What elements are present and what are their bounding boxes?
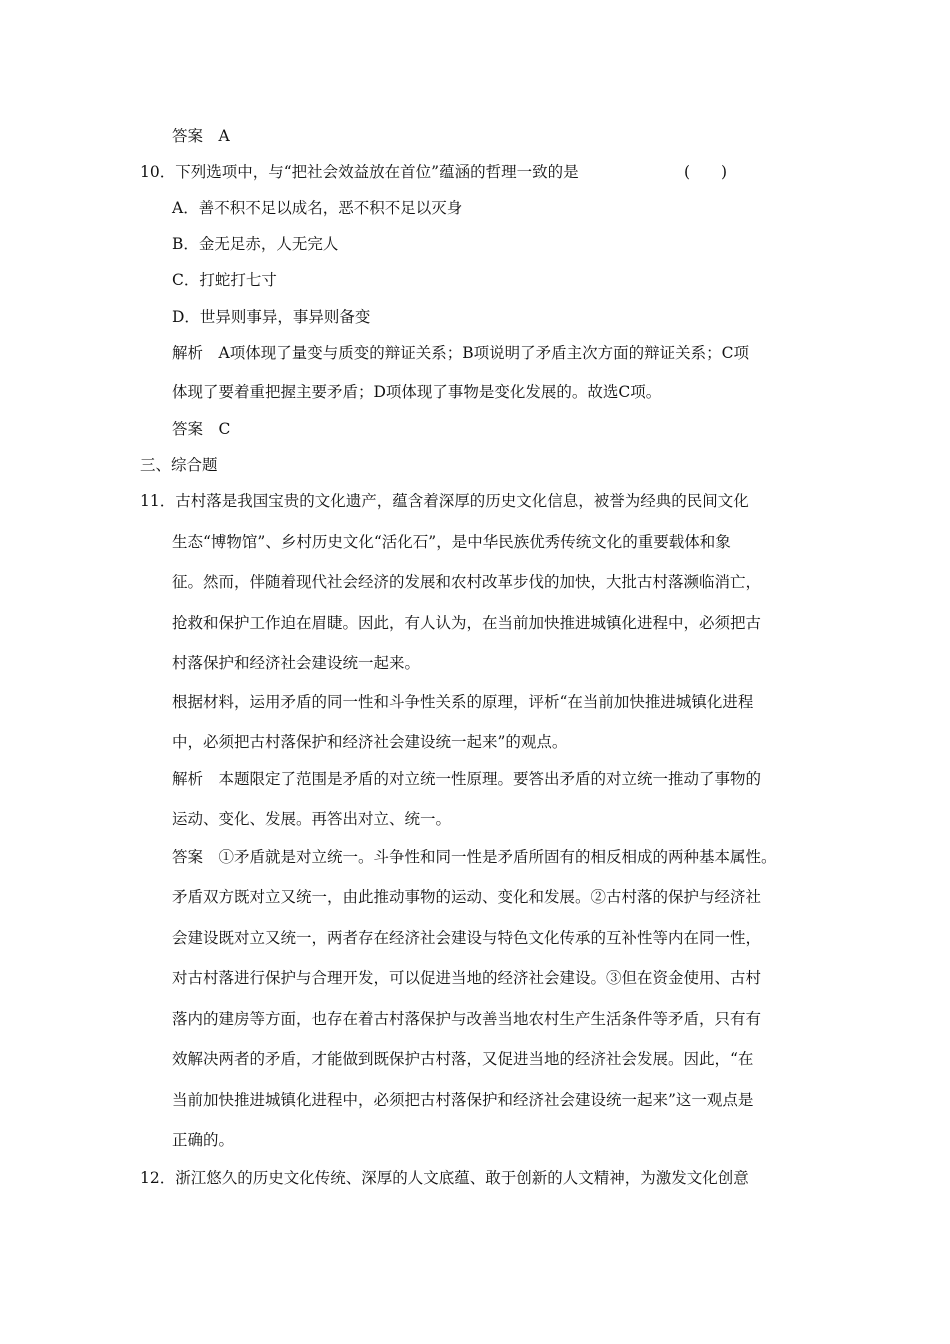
analysis-line: 体现了要着重把握主要矛盾；D项体现了事物是变化发展的。故选C项。 [172,383,662,401]
answer-blank: ( ) [684,163,728,181]
answer-line: 当前加快推进城镇化进程中，必须把古村落保护和经济社会建设统一起来”这一观点是 [172,1091,754,1109]
answer-line: 效解决两者的矛盾，才能做到既保护古村落，又促进当地的经济社会发展。因此，“在 [172,1050,754,1068]
answer-line: 矛盾双方既对立又统一，由此推动事物的运动、变化和发展。②古村落的保护与经济社 [172,888,762,906]
answer-line: 会建设既对立又统一，两者存在经济社会建设与特色文化传承的互补性等内在同一性， [172,929,762,947]
option-a: A．善不积不足以成名，恶不积不足以灭身 [172,199,463,217]
question-11-stem-line: 11．古村落是我国宝贵的文化遗产，蕴含着深厚的历史文化信息，被誉为经典的民间文化 [140,492,749,510]
answer-line: 正确的。 [172,1131,235,1149]
option-c: C．打蛇打七寸 [172,271,277,289]
question-11-stem-line: 生态“博物馆”、乡村历史文化“活化石”，是中华民族优秀传统文化的重要载体和象 [172,533,731,551]
question-11-prompt-line: 根据材料，运用矛盾的同一性和斗争性关系的原理，评析“在当前加快推进城镇化进程 [172,693,754,711]
question-11-stem-line: 抢救和保护工作迫在眉睫。因此，有人认为，在当前加快推进城镇化进程中，必须把古 [172,614,762,632]
answer-line: 对古村落进行保护与合理开发，可以促进当地的经济社会建设。③但在资金使用、古村 [172,969,762,987]
analysis-line: 解析 A项体现了量变与质变的辩证关系；B项说明了矛盾主次方面的辩证关系；C项 [172,344,749,362]
question-10-stem [140,165,760,181]
question-12-stem: 12．浙江悠久的历史文化传统、深厚的人文底蕴、敢于创新的人文精神，为激发文化创意 [140,1169,749,1187]
answer-line: 答案 C [172,420,231,438]
question-11-stem-line: 村落保护和经济社会建设统一起来。 [172,654,421,672]
option-d: D．世异则事异，事异则备变 [172,308,371,326]
question-text: 10．下列选项中，与“把社会效益放在首位”蕴涵的哲理一致的是 [140,163,579,181]
question-11-prompt-line: 中，必须把古村落保护和经济社会建设统一起来”的观点。 [172,733,568,751]
question-11-stem-line: 征。然而，伴随着现代社会经济的发展和农村改革步伐的加快，大批古村落濒临消亡， [172,573,762,591]
option-b: B．金无足赤，人无完人 [172,235,339,253]
answer-line: 答案 ①矛盾就是对立统一。斗争性和同一性是矛盾所固有的相反相成的两种基本属性。 [172,848,777,866]
analysis-line: 运动、变化、发展。再答出对立、统一。 [172,810,452,828]
analysis-line: 解析 本题限定了范围是矛盾的对立统一性原理。要答出矛盾的对立统一推动了事物的 [172,770,762,788]
answer-line: 落内的建房等方面，也存在着古村落保护与改善当地农村生产生活条件等矛盾，只有有 [172,1010,762,1028]
section-title: 三、综合题 [140,456,218,474]
answer-line: 答案 A [172,127,230,145]
